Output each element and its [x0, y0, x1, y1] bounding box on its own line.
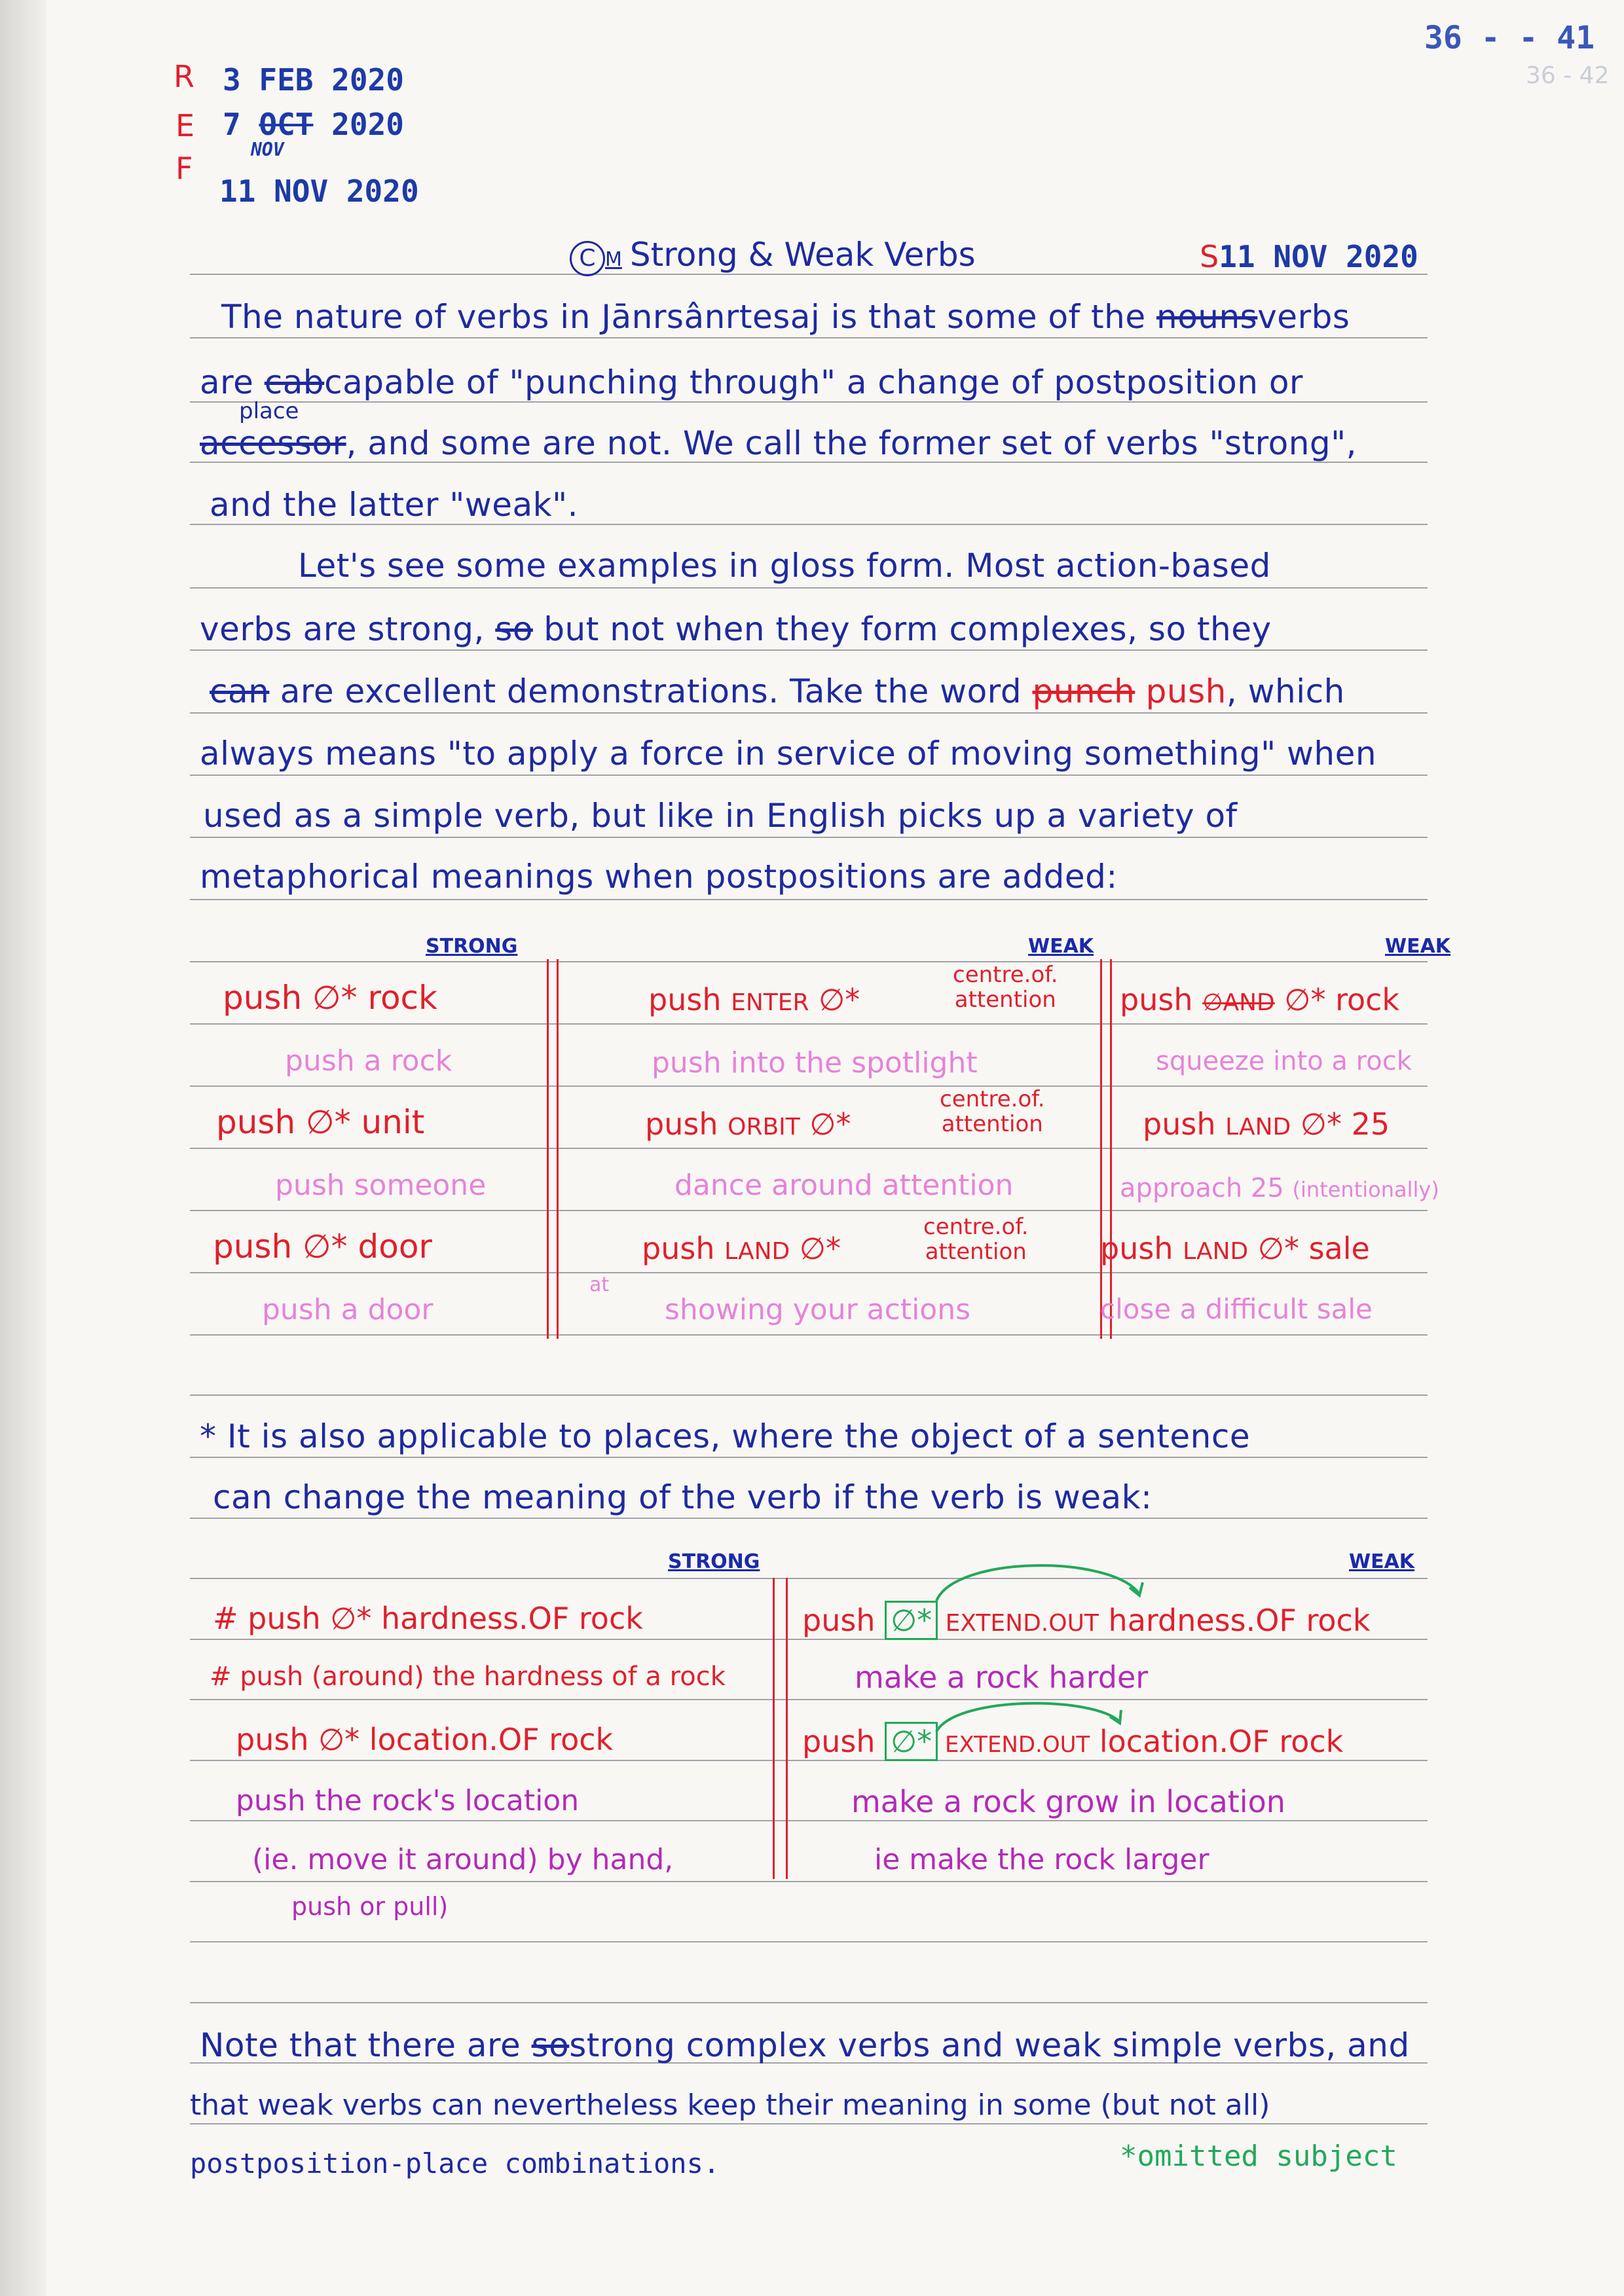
table2-left-row: push ∅* location.OF rock: [236, 1722, 614, 1757]
intro-line-2: are cabcapable of "punching through" a change of postposition or: [200, 363, 1303, 401]
stamp-date-2-correction: NOV: [251, 139, 284, 160]
ruled-line: [190, 1699, 1428, 1700]
ruled-line: [190, 837, 1428, 838]
ruled-line: [190, 337, 1428, 338]
ruled-line: [190, 524, 1428, 525]
table1-col1-gloss: push ∅* unit: [216, 1103, 425, 1141]
para2-line-4: always means "to apply a force in service of moving something" when: [200, 735, 1377, 773]
table1-col3-meaning: approach 25 (intentionally): [1120, 1173, 1439, 1203]
para3-line-1: * It is also applicable to places, where the object of a sentence: [200, 1417, 1251, 1455]
ruled-line: [190, 1820, 1428, 1821]
ruled-line: [190, 1334, 1428, 1336]
table1-col2-gloss: push ENTER ∅*: [648, 982, 860, 1017]
table2-divider: [773, 1578, 775, 1879]
ref-letter-r: R: [174, 59, 194, 94]
table2-right-meaning-3: ie make the rock larger: [874, 1843, 1209, 1876]
table2-header-weak: WEAK: [1349, 1550, 1415, 1573]
table2-left-row: push the rock's location: [236, 1784, 580, 1817]
table1-col2-place: centre.of. attention: [940, 1086, 1045, 1137]
table1-col2-place: centre.of. attention: [923, 1214, 1029, 1265]
table2-left-row: # push ∅* hardness.OF rock: [213, 1601, 643, 1636]
ruled-line: [190, 1457, 1428, 1458]
ruled-line: [190, 2123, 1428, 2124]
table1-header-weak-2: WEAK: [1385, 935, 1451, 958]
ruled-line: [190, 961, 1428, 962]
para2-line-1: Let's see some examples in gloss form. Most action-based: [298, 547, 1271, 585]
stamp-date-1: 3 FEB 2020: [223, 62, 404, 98]
copyright-logo: C: [570, 241, 605, 276]
reference-arrow-2: [930, 1696, 1126, 1735]
table2-left-row: push or pull): [291, 1892, 449, 1921]
table1-col2-place: centre.of. attention: [953, 962, 1058, 1013]
note-line-3: postposition-place combinations.: [190, 2147, 720, 2179]
header-date: S11 NOV 2020: [1200, 239, 1418, 274]
ruled-line: [190, 1578, 1428, 1579]
page-title-row: [570, 236, 976, 276]
table1-col1-gloss: push ∅* door: [213, 1228, 432, 1266]
table1-col2-meaning: showing your actions: [665, 1293, 971, 1326]
table1-col3-meaning: squeeze into a rock: [1156, 1046, 1412, 1076]
table1-divider: [1110, 959, 1112, 1339]
table2-left-row: # push (around) the hardness of a rock: [210, 1662, 726, 1692]
table2-divider: [786, 1578, 788, 1879]
table1-col2-meaning: dance around attention: [674, 1169, 1014, 1202]
para2-line-2: verbs are strong, so but not when they form complexes, so they: [200, 610, 1272, 648]
para3-line-2: can change the meaning of the verb if the verb is weak:: [213, 1478, 1153, 1516]
ruled-line: [190, 401, 1428, 403]
para2-line-6: metaphorical meanings when postpositions are added:: [200, 858, 1118, 896]
table2-header-strong: STRONG: [668, 1550, 760, 1573]
table1-col2-insert: at: [589, 1273, 610, 1296]
page-number: 36 - - 41: [1424, 20, 1595, 56]
table2-right-meaning-2: make a rock grow in location: [851, 1784, 1285, 1819]
intro-insert-place: place: [239, 398, 299, 424]
table1-divider: [557, 959, 559, 1339]
ruled-line: [190, 587, 1428, 589]
para2-line-5: used as a simple verb, but like in English picks up a variety of: [203, 797, 1238, 835]
table2-right-meaning-1: make a rock harder: [855, 1660, 1149, 1695]
table1-header-strong: STRONG: [426, 935, 518, 958]
ruled-line: [190, 649, 1428, 651]
ruled-line: [190, 1394, 1428, 1396]
ruled-line: [190, 1941, 1428, 1942]
ref-letter-e: E: [175, 108, 195, 143]
table1-divider: [547, 959, 549, 1339]
page-binding-shadow: [0, 0, 46, 2296]
ruled-line: [190, 1272, 1428, 1273]
ruled-line: [190, 899, 1428, 900]
table1-col3-meaning: close a difficult sale: [1100, 1293, 1373, 1325]
intro-line-4: and the latter "weak".: [210, 486, 579, 524]
table1-col2-gloss: push ORBIT ∅*: [645, 1106, 851, 1142]
ref-letter-f: F: [175, 151, 193, 186]
table2-right-gloss-1: push ∅* EXTEND.OUT hardness.OF rock: [802, 1601, 1370, 1640]
ruled-line: [190, 1881, 1428, 1882]
logo-m: M: [605, 248, 622, 271]
ghost-page-number: 36 - 42: [1526, 62, 1610, 89]
table2-right-gloss-2: push ∅* EXTEND.OUT location.OF rock: [802, 1722, 1343, 1761]
ruled-line: [190, 1518, 1428, 1519]
para2-line-3: can are excellent demonstrations. Take the word punch push, which: [210, 672, 1345, 710]
stamp-date-3: 11 NOV 2020: [219, 173, 419, 209]
footnote-omitted-subject: *omitted subject: [1120, 2140, 1397, 2173]
ruled-line: [190, 1148, 1428, 1149]
page-title: Strong & Weak Verbs: [629, 236, 976, 274]
ruled-line: [190, 712, 1428, 714]
table1-col3-gloss: push LAND ∅* 25: [1143, 1106, 1390, 1142]
table1-divider: [1100, 959, 1102, 1339]
table1-col1-gloss: push ∅* rock: [223, 979, 438, 1017]
table1-col3-gloss: push LAND ∅* sale: [1100, 1231, 1370, 1266]
ruled-line: [190, 1085, 1428, 1087]
table1-header-weak-1: WEAK: [1028, 935, 1094, 958]
ruled-line: [190, 774, 1428, 776]
table1-col1-meaning: push a rock: [285, 1044, 452, 1078]
intro-line-3: accessor, and some are not. We call the former set of verbs "strong",: [200, 424, 1357, 462]
ruled-line: [190, 1210, 1428, 1211]
ruled-line: [190, 1023, 1428, 1025]
reference-arrow-1: [930, 1555, 1146, 1607]
table1-col2-gloss: push LAND ∅*: [642, 1231, 841, 1266]
table2-left-row: (ie. move it around) by hand,: [252, 1843, 674, 1876]
table1-col3-gloss: push ∅AND ∅* rock: [1120, 982, 1400, 1017]
table1-col1-meaning: push someone: [275, 1169, 487, 1202]
table1-col1-meaning: push a door: [262, 1293, 434, 1326]
ruled-line: [190, 2002, 1428, 2003]
note-line-2: that weak verbs can nevertheless keep their meaning in some (but not all): [190, 2088, 1270, 2122]
table1-col2-meaning: push into the spotlight: [652, 1046, 978, 1080]
stamp-date-2: 7 OCT 2020: [223, 107, 404, 142]
note-line-1: Note that there are sostrong complex verbs and weak simple verbs, and: [200, 2026, 1410, 2064]
intro-line-1: The nature of verbs in Jānrsânrtesaj is that some of the nounsverbs: [221, 298, 1350, 336]
